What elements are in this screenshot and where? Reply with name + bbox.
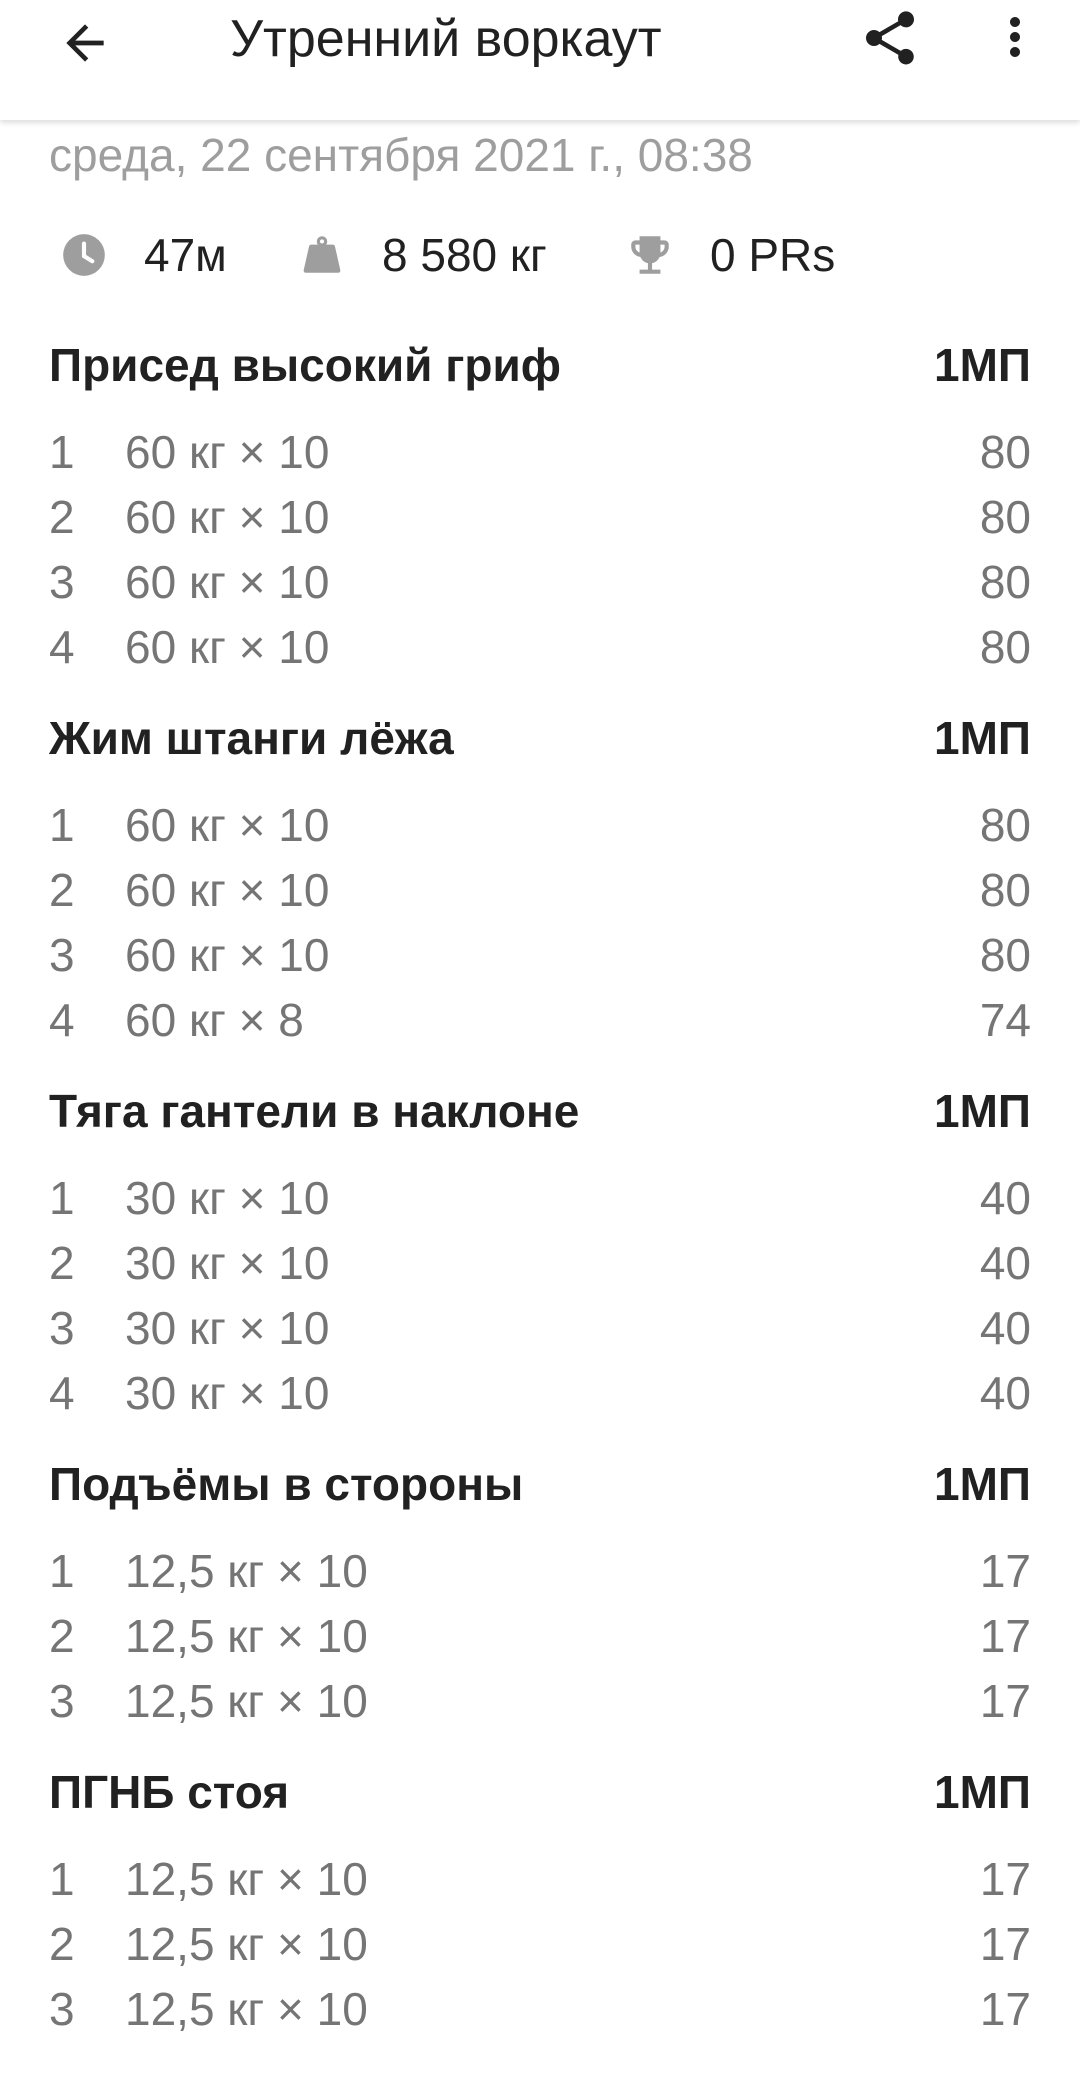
set-row xyxy=(49,1669,1031,1733)
set-number: 3 xyxy=(49,1983,75,2035)
set-number: 3 xyxy=(49,556,75,608)
set-one-rep-max: 74 xyxy=(979,994,1031,1046)
exercise-header xyxy=(49,1449,1031,1519)
set-weight-reps: 60 кг × 10 xyxy=(125,799,330,851)
exercise-name: Жим штанги лёжа xyxy=(49,712,454,764)
back-button[interactable] xyxy=(50,8,120,78)
arrow-back-icon xyxy=(57,15,113,71)
exercise-name: ПГНБ стоя xyxy=(49,1766,290,1818)
set-weight-reps: 60 кг × 10 xyxy=(125,864,330,916)
exercise-metric-label: 1МП xyxy=(934,1458,1031,1510)
exercise-header xyxy=(49,1757,1031,1827)
exercise-header xyxy=(49,330,1031,400)
set-weight-reps: 12,5 кг × 10 xyxy=(125,1983,368,2035)
set-weight-reps: 60 кг × 10 xyxy=(125,556,330,608)
exercise-name: Подъёмы в стороны xyxy=(49,1458,524,1510)
set-one-rep-max: 80 xyxy=(979,864,1031,916)
set-number: 4 xyxy=(49,621,75,673)
prs-value: 0 PRs xyxy=(710,229,836,281)
set-one-rep-max: 40 xyxy=(979,1367,1031,1419)
set-row xyxy=(49,485,1031,549)
set-weight-reps: 60 кг × 10 xyxy=(125,491,330,543)
set-row xyxy=(49,988,1031,1052)
set-one-rep-max: 17 xyxy=(979,1853,1031,1905)
set-weight-reps: 12,5 кг × 10 xyxy=(125,1610,368,1662)
set-one-rep-max: 80 xyxy=(979,556,1031,608)
weight-icon xyxy=(296,229,348,281)
set-number: 2 xyxy=(49,1918,75,1970)
set-weight-reps: 12,5 кг × 10 xyxy=(125,1545,368,1597)
set-one-rep-max: 17 xyxy=(979,1983,1031,2035)
set-weight-reps: 60 кг × 10 xyxy=(125,621,330,673)
set-one-rep-max: 80 xyxy=(979,799,1031,851)
set-number: 2 xyxy=(49,1237,75,1289)
duration-stat xyxy=(58,220,227,290)
set-weight-reps: 30 кг × 10 xyxy=(125,1237,330,1289)
exercise-metric-label: 1МП xyxy=(934,339,1031,391)
set-one-rep-max: 40 xyxy=(979,1237,1031,1289)
set-number: 1 xyxy=(49,799,75,851)
set-number: 3 xyxy=(49,1302,75,1354)
app-bar xyxy=(0,0,1080,120)
set-weight-reps: 30 кг × 10 xyxy=(125,1302,330,1354)
prs-stat xyxy=(624,220,835,290)
clock-icon xyxy=(58,229,110,281)
set-one-rep-max: 80 xyxy=(979,621,1031,673)
set-weight-reps: 12,5 кг × 10 xyxy=(125,1853,368,1905)
workout-stats xyxy=(0,220,1080,290)
set-row xyxy=(49,793,1031,857)
set-weight-reps: 30 кг × 10 xyxy=(125,1172,330,1224)
set-row xyxy=(49,1296,1031,1360)
set-one-rep-max: 80 xyxy=(979,929,1031,981)
share-icon xyxy=(858,6,922,70)
trophy-icon xyxy=(624,229,676,281)
set-row xyxy=(49,1361,1031,1425)
set-one-rep-max: 17 xyxy=(979,1675,1031,1727)
exercise-name: Присед высокий гриф xyxy=(49,339,561,391)
exercise-header xyxy=(49,703,1031,773)
set-row xyxy=(49,1847,1031,1911)
set-weight-reps: 60 кг × 10 xyxy=(125,426,330,478)
set-weight-reps: 30 кг × 10 xyxy=(125,1367,330,1419)
set-weight-reps: 60 кг × 10 xyxy=(125,929,330,981)
set-number: 4 xyxy=(49,1367,75,1419)
set-one-rep-max: 80 xyxy=(979,426,1031,478)
set-row xyxy=(49,1539,1031,1603)
exercise-metric-label: 1МП xyxy=(934,1766,1031,1818)
set-row xyxy=(49,923,1031,987)
set-row xyxy=(49,1604,1031,1668)
set-number: 2 xyxy=(49,491,75,543)
exercise-name: Тяга гантели в наклоне xyxy=(49,1085,580,1137)
set-weight-reps: 12,5 кг × 10 xyxy=(125,1918,368,1970)
set-row xyxy=(49,420,1031,484)
set-number: 3 xyxy=(49,929,75,981)
set-weight-reps: 60 кг × 8 xyxy=(125,994,304,1046)
set-row xyxy=(49,1977,1031,2041)
set-weight-reps: 12,5 кг × 10 xyxy=(125,1675,368,1727)
set-row xyxy=(49,615,1031,679)
exercise-metric-label: 1МП xyxy=(934,712,1031,764)
set-row xyxy=(49,1166,1031,1230)
exercise-header xyxy=(49,1076,1031,1146)
set-number: 1 xyxy=(49,1172,75,1224)
set-number: 1 xyxy=(49,1545,75,1597)
set-one-rep-max: 40 xyxy=(979,1172,1031,1224)
workout-date: среда, 22 сентября 2021 г., 08:38 xyxy=(49,129,753,181)
set-number: 1 xyxy=(49,426,75,478)
volume-value: 8 580 кг xyxy=(382,229,547,281)
set-number: 3 xyxy=(49,1675,75,1727)
set-row xyxy=(49,1231,1031,1295)
set-number: 1 xyxy=(49,1853,75,1905)
set-row xyxy=(49,1912,1031,1976)
set-one-rep-max: 80 xyxy=(979,491,1031,543)
more-options-button[interactable] xyxy=(980,2,1050,72)
set-one-rep-max: 17 xyxy=(979,1545,1031,1597)
volume-stat xyxy=(296,220,547,290)
set-one-rep-max: 17 xyxy=(979,1918,1031,1970)
page-title: Утренний воркаут xyxy=(230,10,662,68)
more-vert-icon xyxy=(985,7,1045,67)
set-one-rep-max: 40 xyxy=(979,1302,1031,1354)
duration-value: 47м xyxy=(144,229,227,281)
set-number: 2 xyxy=(49,1610,75,1662)
set-one-rep-max: 17 xyxy=(979,1610,1031,1662)
set-number: 4 xyxy=(49,994,75,1046)
set-number: 2 xyxy=(49,864,75,916)
set-row xyxy=(49,550,1031,614)
set-row xyxy=(49,858,1031,922)
exercise-metric-label: 1МП xyxy=(934,1085,1031,1137)
share-button[interactable] xyxy=(852,0,928,76)
